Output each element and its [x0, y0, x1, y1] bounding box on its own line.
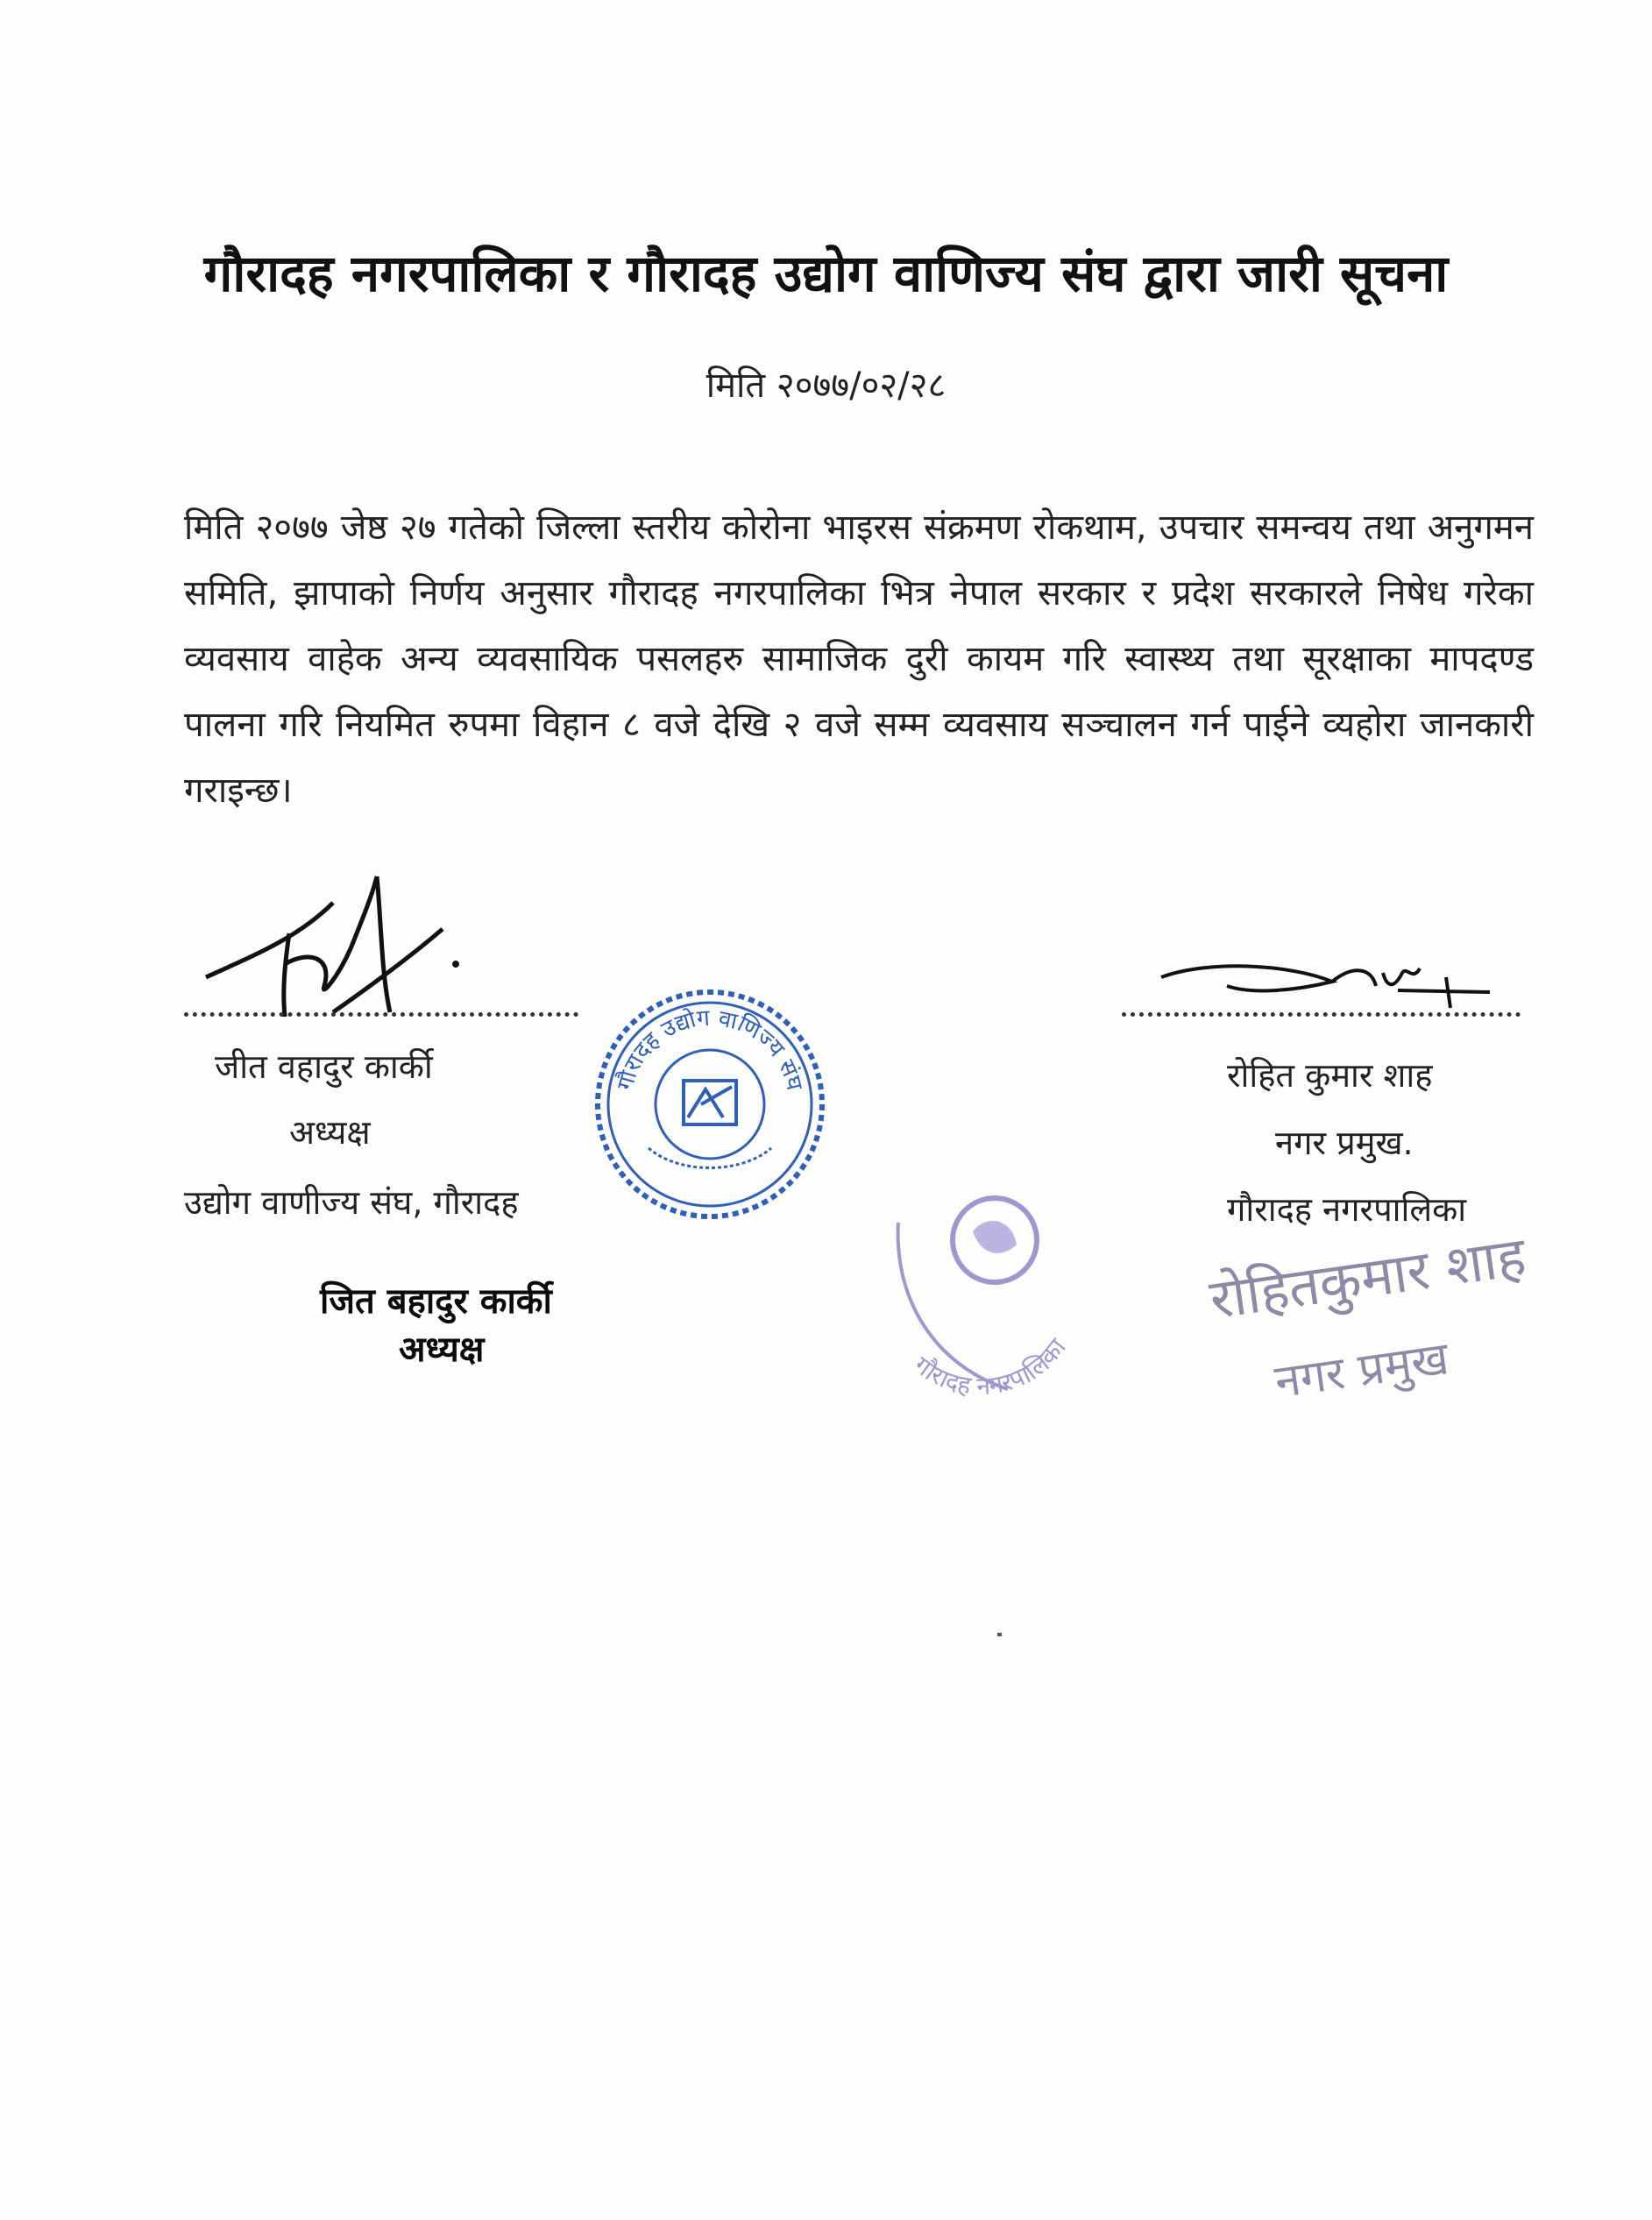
left-name-stamp: जित बहादुर कार्की — [320, 1281, 552, 1322]
right-signatory-name: रोहित कुमार शाह — [1227, 1056, 1433, 1095]
chamber-seal-text: गौरादह उद्योग वाणिज्य संघ — [612, 1004, 808, 1094]
right-role-stamp: नगर प्रमुख — [1272, 1332, 1452, 1409]
scan-speck — [997, 1633, 1002, 1636]
notice-body: मिति २०७७ जेष्ठ २७ गतेको जिल्ला स्तरीय कोरोना भाइरस संक्रमण रोकथाम, उपचार समन्वय तथा अनुगमन समिति, झापाको निर्णय अनुसार गौरादह नगरपालिका भित्र नेपाल सरकार र प्रदेश सरकारले निषेध गरेका व्यवसाय वाहेक अन्य व्यवसायिक पसलहरु सामाजिक दुरी कायम गरि स्वास्थ्य तथा सूरक्षाका मापदण्ड पालना गरि नियमित रुपमा विहान ८ वजे देखि २ वजे सम्म व्यवसाय सञ्चालन गर्न पाईने व्यहोरा जानकारी गराइन्छ। — [184, 507, 1534, 811]
left-signatory-name: जीत वहादुर कार्की — [215, 1047, 433, 1086]
left-signature-line — [184, 1012, 578, 1017]
right-name-stamp: रोहितकुमार शाह — [1205, 1223, 1530, 1332]
left-role-stamp: अध्यक्ष — [399, 1330, 485, 1370]
left-signatory-org: उद्योग वाणीज्य संघ, गौरादह — [184, 1183, 519, 1222]
municipal-seal-text: गौरादह नगरपालिका — [909, 1332, 1072, 1401]
chamber-of-commerce-seal — [592, 986, 828, 1223]
left-handwritten-signature — [202, 868, 464, 1021]
right-signature-line — [1122, 1012, 1521, 1017]
right-handwritten-signature — [1157, 955, 1499, 1017]
municipality-seal — [868, 1170, 1113, 1415]
svg-text:गौरादह नगरपालिका — [909, 1332, 1072, 1401]
right-signatory-role: नगर प्रमुख. — [1275, 1124, 1414, 1162]
notice-date: मिति २०७७/०२/२८ — [705, 365, 947, 406]
notice-title: गौरादह नगरपालिका र गौरादह उद्योग वाणिज्य संघ द्वारा जारी सूचना — [203, 244, 1449, 303]
left-signatory-role: अध्यक्ष — [289, 1113, 371, 1152]
right-signatory-org: गौरादह नगरपालिका — [1227, 1190, 1467, 1229]
